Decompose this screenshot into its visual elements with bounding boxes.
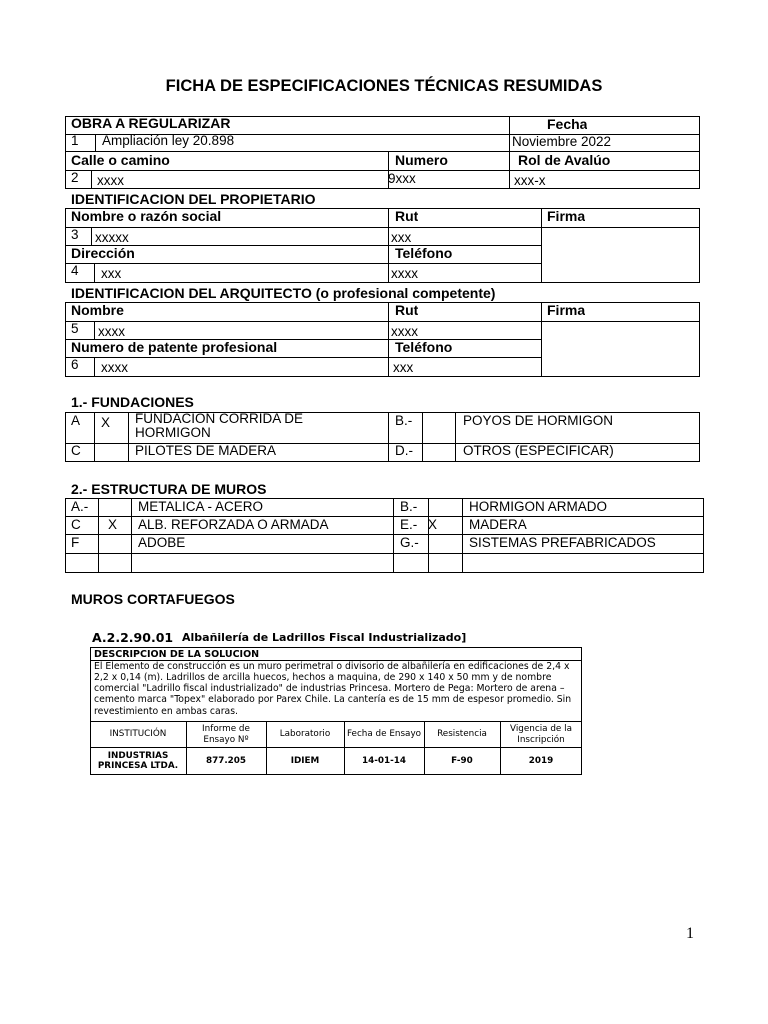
muro-option-g: SISTEMAS PREFABRICADOS xyxy=(469,536,656,550)
solution-description-header: DESCRIPCION DE LA SOLUCION xyxy=(94,649,260,660)
fundaciones-section-title: 1.- FUNDACIONES xyxy=(71,395,194,410)
calle-value: xxxx xyxy=(97,174,124,188)
numero-header: Numero xyxy=(395,153,448,168)
value-vigencia: 2019 xyxy=(528,755,554,766)
fundacion-letter-c: C xyxy=(71,444,81,458)
header-informe: Informe de Ensayo Nº xyxy=(202,724,250,745)
fundacion-option-d: OTROS (ESPECIFICAR) xyxy=(463,444,614,458)
muro-letter-c: C xyxy=(71,518,81,532)
fundacion-letter-d: D.- xyxy=(395,444,413,458)
fecha-value: Noviembre 2022 xyxy=(512,135,612,149)
document-title: FICHA DE ESPECIFICACIONES TÉCNICAS RESUMIDAS xyxy=(165,77,603,95)
row-number-3: 3 xyxy=(71,228,79,242)
row-number-6: 6 xyxy=(71,358,79,372)
patente-value: xxxx xyxy=(101,361,128,375)
header-laboratorio: Laboratorio xyxy=(279,729,331,740)
muro-option-c: ALB. REFORZADA O ARMADA xyxy=(138,518,329,532)
header-institucion: INSTITUCIÓN xyxy=(109,729,167,740)
fundacion-option-c: PILOTES DE MADERA xyxy=(135,444,277,458)
obra-header: OBRA A REGULARIZAR xyxy=(71,116,231,131)
arquitecto-section-title: IDENTIFICACION DEL ARQUITECTO (o profesional competente) xyxy=(71,286,496,301)
arquitecto-telefono-header: Teléfono xyxy=(395,340,453,355)
muros-section-title: 2.- ESTRUCTURA DE MUROS xyxy=(71,482,267,497)
propietario-rut-header: Rut xyxy=(395,209,419,224)
muro-option-f: ADOBE xyxy=(138,536,186,550)
value-institucion: INDUSTRIAS PRINCESA LTDA. xyxy=(97,750,179,771)
header-fecha-ensayo: Fecha de Ensayo xyxy=(346,729,422,740)
nombre-razon-header: Nombre o razón social xyxy=(71,209,222,224)
page-number: 1 xyxy=(686,925,694,942)
fecha-header: Fecha xyxy=(547,117,588,132)
value-laboratorio: IDIEM xyxy=(290,755,320,766)
cortafuegos-solution-card xyxy=(90,630,582,775)
muro-letter-b: B.- xyxy=(400,500,418,514)
patente-header: Numero de patente profesional xyxy=(71,340,278,355)
solution-code: A.2.2.90.01 xyxy=(92,630,174,645)
row-number-4: 4 xyxy=(71,264,79,278)
propietario-rut-value: xxx xyxy=(391,231,412,245)
propietario-telefono-value: xxxx xyxy=(391,267,418,281)
direccion-value: xxx xyxy=(101,267,122,281)
row-number-2: 2 xyxy=(71,171,79,185)
arquitecto-nombre-header: Nombre xyxy=(71,303,124,318)
fundacion-letter-b: B.- xyxy=(395,414,413,428)
arquitecto-nombre-value: xxxx xyxy=(98,325,125,339)
propietario-section-title: IDENTIFICACION DEL PROPIETARIO xyxy=(71,192,316,207)
rol-value: xxx-x xyxy=(514,174,546,188)
numero-value: 9xxx xyxy=(388,172,416,186)
arquitecto-telefono-value: xxx xyxy=(393,361,414,375)
propietario-firma-header: Firma xyxy=(547,209,586,224)
arquitecto-rut-value: xxxx xyxy=(391,325,418,339)
propietario-nombre-value: xxxxx xyxy=(95,231,129,245)
calle-header: Calle o camino xyxy=(71,153,170,168)
muro-letter-a: A.- xyxy=(71,500,89,514)
muro-mark-c: X xyxy=(108,518,118,532)
muro-option-a: METALICA - ACERO xyxy=(138,500,264,514)
muro-letter-e: E.- xyxy=(400,518,418,532)
muro-option-b: HORMIGON ARMADO xyxy=(469,500,608,514)
rol-header: Rol de Avalúo xyxy=(518,153,611,168)
arquitecto-rut-header: Rut xyxy=(395,303,419,318)
muro-option-e: MADERA xyxy=(469,518,527,532)
row-number-5: 5 xyxy=(71,322,79,336)
muro-letter-f: F xyxy=(71,536,80,550)
propietario-telefono-header: Teléfono xyxy=(395,246,453,261)
arquitecto-firma-header: Firma xyxy=(547,303,586,318)
solution-title: Albañilería de Ladrillos Fiscal Industrializado] xyxy=(182,631,467,644)
header-resistencia: Resistencia xyxy=(437,729,487,740)
fundacion-option-a: FUNDACION CORRIDA DE HORMIGON xyxy=(135,412,304,441)
value-fecha-ensayo: 14-01-14 xyxy=(361,755,407,766)
header-vigencia: Vigencia de la Inscripción xyxy=(510,724,572,745)
row-number-1: 1 xyxy=(71,134,79,148)
muro-letter-g: G.- xyxy=(400,536,419,550)
solution-description: El Elemento de construcción es un muro perimetral o divisorio de albañilería en edificaciones de 2,4 x 2,2 x 0,14 (m). Ladrillos de arcilla huecos, hechos a maquina, de 290 x 140 x 50 mm y de nombre comercial "Ladrillo fiscal industrializado" de industrias Princesa. Mortero de Pega: Mortero de arena – cemento marca "Topex" elaborado por Parex Chile. La cantería es de 15 mm de espesor promedio. Sin revestimiento en ambas caras. xyxy=(94,661,572,717)
value-informe: 877.205 xyxy=(205,755,247,766)
fundacion-option-b: POYOS DE HORMIGON xyxy=(463,414,614,428)
obra-value: Ampliación ley 20.898 xyxy=(102,134,235,148)
fundacion-letter-a: A xyxy=(71,414,81,428)
muro-mark-e: X xyxy=(428,518,438,532)
cortafuegos-section-title: MUROS CORTAFUEGOS xyxy=(71,592,235,607)
direccion-header: Dirección xyxy=(71,246,135,261)
value-resistencia: F-90 xyxy=(451,755,473,766)
fundacion-mark-a: X xyxy=(101,416,111,430)
